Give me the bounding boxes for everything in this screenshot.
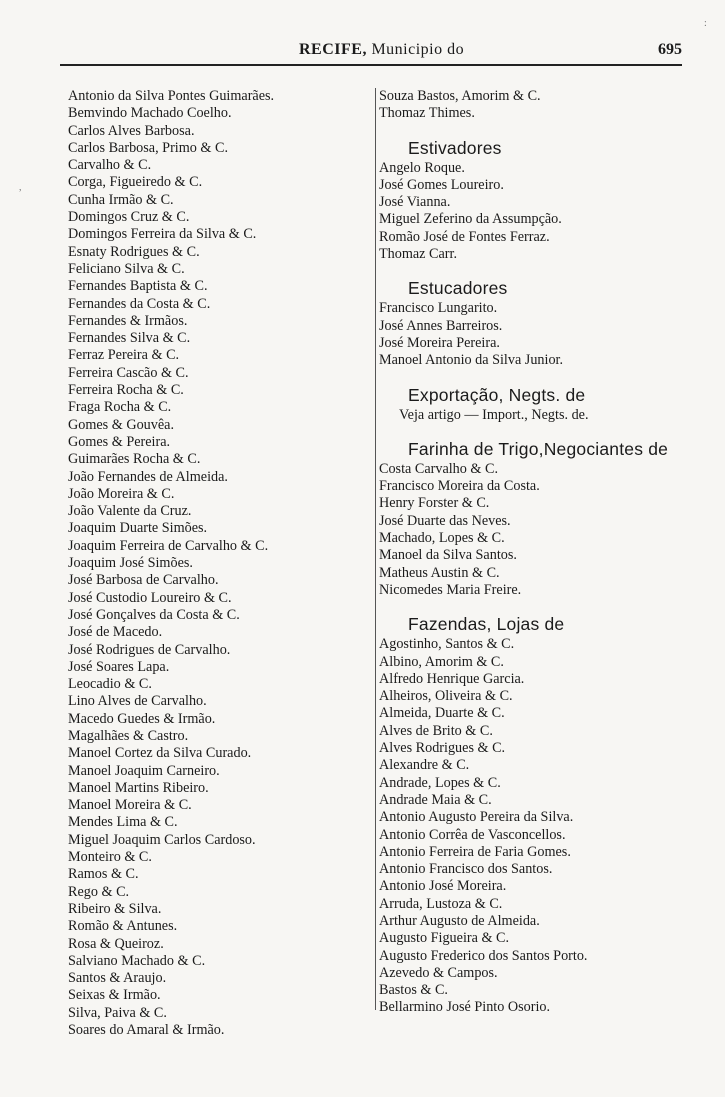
list-item: Ferraz Pereira & C.: [68, 347, 180, 364]
head-city: RECIFE,: [299, 41, 367, 58]
list-item: Rosa & Queiroz.: [68, 935, 164, 952]
section-heading: Estivadores: [408, 137, 502, 158]
list-item: Salviano Machado & C.: [68, 952, 206, 969]
list-item: Agostinho, Santos & C.: [379, 636, 515, 653]
section-heading: Farinha de Trigo,Negociantes de: [408, 438, 669, 459]
list-item: Alheiros, Oliveira & C.: [379, 688, 513, 705]
list-item: Rego & C.: [68, 883, 130, 900]
list-item: Soares do Amaral & Irmão.: [68, 1022, 225, 1039]
section: [379, 438, 699, 599]
margin-mark: :: [704, 18, 707, 29]
list-item: José de Macedo.: [68, 624, 163, 641]
list-item: Carlos Barbosa, Primo & C.: [68, 139, 228, 156]
list-item: Alves Rodrigues & C.: [379, 740, 506, 757]
list-item: Joaquim José Simões.: [68, 555, 193, 572]
list-item: Augusto Frederico dos Santos Porto.: [379, 947, 588, 964]
right-column: [379, 88, 699, 1017]
list-item: Manoel Joaquim Carneiro.: [68, 762, 220, 779]
list-item: Esnaty Rodrigues & C.: [68, 243, 200, 260]
list-item: Manoel da Silva Santos.: [379, 547, 517, 564]
page-number: 695: [658, 41, 682, 58]
running-head: [60, 41, 682, 61]
list-item: Monteiro & C.: [68, 849, 152, 866]
list-item: Leocadio & C.: [68, 676, 152, 693]
list-item: Costa Carvalho & C.: [379, 460, 499, 477]
list-item: Antonio Francisco dos Santos.: [379, 861, 553, 878]
list-item: Ribeiro & Silva.: [68, 900, 162, 917]
list-item: Miguel Joaquim Carlos Cardoso.: [68, 831, 256, 848]
list-item: João Valente da Cruz.: [68, 503, 192, 520]
list-item: Bemvindo Machado Coelho.: [68, 105, 232, 122]
list-item: Romão & Antunes.: [68, 918, 178, 935]
list-item: Gomes & Gouvêa.: [68, 416, 174, 433]
section: [379, 277, 699, 369]
section-heading: Exportação, Negts. de: [408, 384, 586, 405]
list-item: Bastos & C.: [379, 982, 448, 999]
list-item: Joaquim Ferreira de Carvalho & C.: [68, 537, 269, 554]
list-item: Antonio da Silva Pontes Guimarães.: [68, 88, 275, 104]
list-item: João Fernandes de Almeida.: [68, 468, 228, 485]
list-item: Souza Bastos, Amorim & C.: [379, 88, 541, 104]
list-item: Mendes Lima & C.: [68, 814, 178, 831]
margin-mark: ,: [19, 182, 22, 193]
list-item: Thomaz Carr.: [379, 246, 458, 263]
list-item: Thomaz Thimes.: [379, 105, 475, 122]
list-item: Antonio Ferreira de Faria Gomes.: [379, 843, 571, 860]
list-item: Fernandes Silva & C.: [68, 330, 191, 347]
list-item: Romão José de Fontes Ferraz.: [379, 228, 550, 245]
list-item: Carlos Alves Barbosa.: [68, 122, 195, 139]
list-item: José Rodrigues de Carvalho.: [68, 641, 231, 658]
list-item: Silva, Paiva & C.: [68, 1004, 167, 1021]
section: [379, 384, 699, 424]
list-item: Ramos & C.: [68, 866, 139, 883]
list-item: Fernandes da Costa & C.: [68, 295, 211, 312]
head-subtitle: Municipio do: [371, 41, 465, 58]
page-title: [299, 41, 464, 59]
list-item: Henry Forster & C.: [379, 495, 490, 512]
list-item: Guimarães Rocha & C.: [68, 451, 201, 468]
list-item: João Moreira & C.: [68, 485, 175, 502]
list-item: Arruda, Lustoza & C.: [379, 895, 503, 912]
list-item: Antonio Augusto Pereira da Silva.: [379, 809, 574, 826]
list-item: Andrade, Lopes & C.: [379, 774, 501, 791]
list-item: Macedo Guedes & Irmão.: [68, 710, 216, 727]
section: [379, 137, 699, 264]
list-item: Alfredo Henrique Garcia.: [379, 670, 525, 687]
list-item: Santos & Araujo.: [68, 970, 167, 987]
list-item: Francisco Lungarito.: [379, 300, 498, 317]
list-item: José Soares Lapa.: [68, 658, 170, 675]
list-item: Manoel Moreira & C.: [68, 797, 192, 814]
list-item: Manoel Martins Ribeiro.: [68, 779, 209, 796]
list-item: Cunha Irmão & C.: [68, 191, 174, 208]
list-item: Magalhães & Castro.: [68, 727, 189, 744]
list-item: Augusto Figueira & C.: [379, 930, 510, 947]
list-item: Seixas & Irmão.: [68, 987, 161, 1004]
list-item: José Custodio Loureiro & C.: [68, 589, 232, 606]
list-item: Albino, Amorim & C.: [379, 653, 504, 670]
list-item: Ferreira Rocha & C.: [68, 382, 184, 399]
list-item: Antonio Corrêa de Vasconcellos.: [379, 826, 566, 843]
list-item: Lino Alves de Carvalho.: [68, 693, 207, 710]
list-item: Azevedo & Campos.: [379, 964, 498, 981]
list-item: Domingos Cruz & C.: [68, 209, 190, 226]
list-item: Manoel Antonio da Silva Junior.: [379, 352, 564, 369]
list-item: Domingos Ferreira da Silva & C.: [68, 226, 257, 243]
section-heading: Estucadores: [408, 278, 508, 299]
list-item: José Gonçalves da Costa & C.: [68, 606, 240, 623]
list-item: Nicomedes Maria Freire.: [379, 581, 522, 598]
list-item: Fraga Rocha & C.: [68, 399, 172, 416]
list-item: Angelo Roque.: [379, 159, 465, 176]
list-item: Gomes & Pereira.: [68, 433, 171, 450]
section-heading: Fazendas, Lojas de: [408, 614, 565, 635]
list-item: Joaquim Duarte Simões.: [68, 520, 208, 537]
list-item: Feliciano Silva & C.: [68, 260, 185, 277]
list-item: José Gomes Loureiro.: [379, 176, 504, 193]
list-item: José Moreira Pereira.: [379, 334, 500, 351]
list-item: Matheus Austin & C.: [379, 564, 500, 581]
section: [379, 613, 699, 1017]
header-rule: [60, 64, 682, 66]
list-item: Andrade Maia & C.: [379, 791, 492, 808]
list-item: Ferreira Cascão & C.: [68, 364, 189, 381]
list-item: Fernandes & Irmãos.: [68, 312, 188, 329]
column-divider: [375, 88, 376, 1010]
left-column: [68, 88, 368, 1039]
list-item: Fernandes Baptista & C.: [68, 278, 208, 295]
list-item: José Annes Barreiros.: [379, 317, 503, 334]
list-item: Arthur Augusto de Almeida.: [379, 912, 540, 929]
list-item: Miguel Zeferino da Assumpção.: [379, 211, 562, 228]
list-item: Manoel Cortez da Silva Curado.: [68, 745, 252, 762]
list-item: Corga, Figueiredo & C.: [68, 174, 203, 191]
list-item: Antonio José Moreira.: [379, 878, 507, 895]
list-item: Carvalho & C.: [68, 157, 152, 174]
list-item: Almeida, Duarte & C.: [379, 705, 505, 722]
list-item: Francisco Moreira da Costa.: [379, 478, 540, 495]
list-item: Bellarmino José Pinto Osorio.: [379, 999, 551, 1016]
list-item: José Vianna.: [379, 194, 451, 211]
list-item: José Duarte das Neves.: [379, 512, 511, 529]
list-item: José Barbosa de Carvalho.: [68, 572, 219, 589]
list-item: Alexandre & C.: [379, 757, 470, 774]
list-item: Alves de Brito & C.: [379, 722, 493, 739]
list-item: Machado, Lopes & C.: [379, 530, 505, 547]
section-note: Veja artigo — Import., Negts. de.: [399, 406, 589, 423]
